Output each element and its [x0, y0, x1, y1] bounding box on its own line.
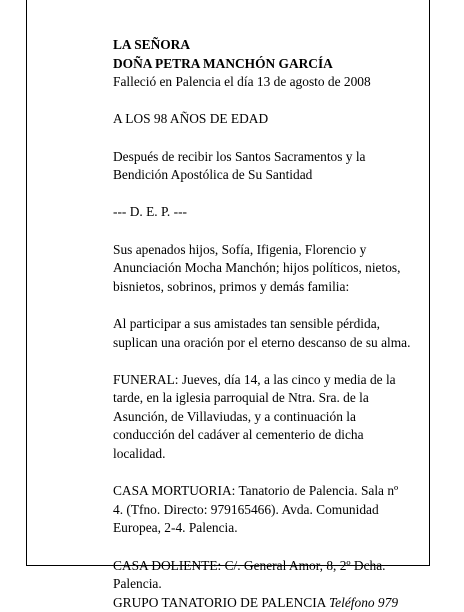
- age-line: A LOS 98 AÑOS DE EDAD: [113, 111, 269, 127]
- family-line: Anunciación Mocha Manchón; hijos políticos, nietos,: [113, 260, 401, 276]
- obituary-card: [26, 0, 430, 610]
- request-line: Al participar a sus amistades tan sensible pérdida,: [113, 315, 380, 331]
- footer-line: [113, 594, 431, 612]
- title-line: LA SEÑORA: [113, 37, 191, 52]
- rip-line: --- D. E. P. ---: [113, 204, 188, 220]
- request-line: suplican una oración por el eterno descanso de su alma.: [113, 334, 411, 350]
- obituary-content: [113, 0, 431, 612]
- footer-company: GRUPO TANATORIO DE PALENCIA: [113, 594, 326, 610]
- funeral-line: localidad.: [113, 446, 166, 462]
- funeral-line: Asunción, de Villaviudas, y a continuación la: [113, 408, 356, 424]
- funeral-line: FUNERAL: Jueves, día 14, a las cinco y media de la: [113, 371, 396, 387]
- home-line: Palencia.: [113, 576, 162, 592]
- family-line: Sus apenados hijos, Sofía, Ifigenia, Florencio y: [113, 241, 367, 257]
- funeral-line: conducción del cadáver al cementerio de dicha: [113, 427, 364, 443]
- sacraments-line: Después de recibir los Santos Sacramentos y la: [113, 148, 366, 164]
- footer-phone: Teléfono 979: [328, 594, 399, 610]
- mortuary-line: 4. (Tfno. Directo: 979165466). Avda. Comunidad: [113, 501, 379, 517]
- sacraments-line: Bendición Apostólica de Su Santidad: [113, 167, 313, 183]
- home-line: CASA DOLIENTE: C/. General Amor, 8, 2º Dcha.: [113, 557, 386, 573]
- mortuary-line: CASA MORTUORIA: Tanatorio de Palencia. Sala nº: [113, 483, 399, 499]
- family-line: bisnietos, sobrinos, primos y demás familia:: [113, 278, 350, 294]
- mortuary-line: Europea, 2-4. Palencia.: [113, 520, 238, 536]
- funeral-line: tarde, en la iglesia parroquial de Ntra. Sra. de la: [113, 390, 369, 406]
- death-line: Falleció en Palencia el día 13 de agosto de 2008: [113, 74, 371, 90]
- deceased-name: DOÑA PETRA MANCHÓN GARCÍA: [113, 55, 333, 71]
